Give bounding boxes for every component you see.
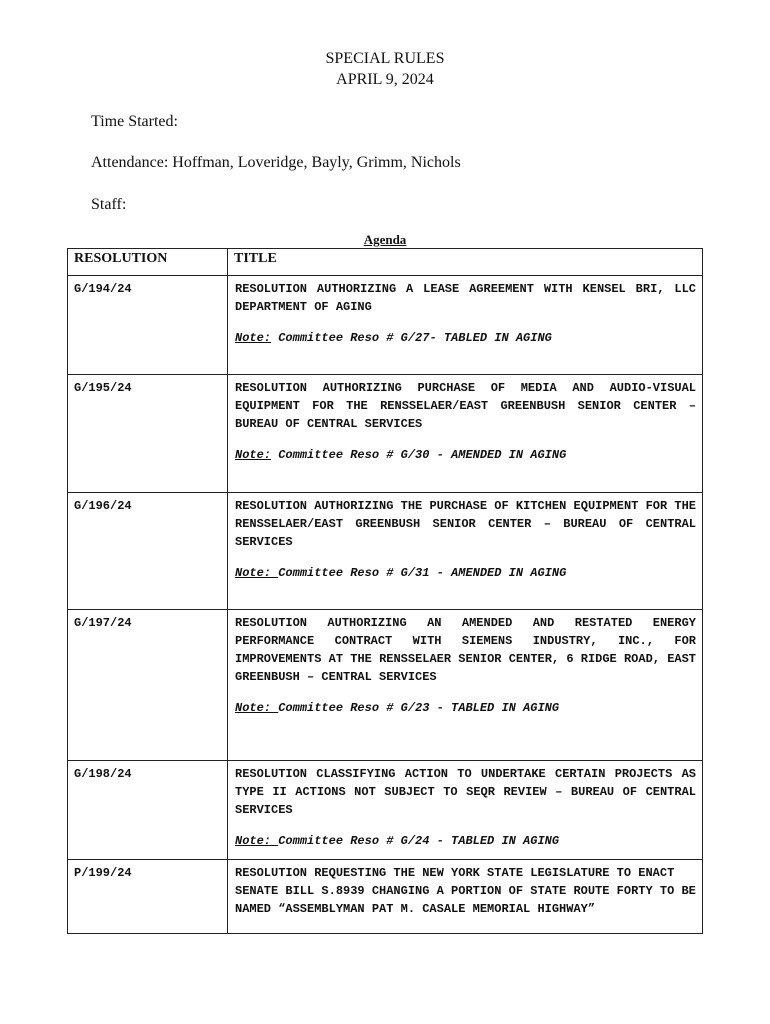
resolution-number: P/199/24 [68,860,228,934]
resolution-number: G/194/24 [68,276,228,375]
note-text: Committee Reso # G/30 - AMENDED IN AGING [271,448,567,462]
table-row [68,276,703,375]
doc-date: APRIL 9, 2024 [336,71,434,88]
resolution-title: RESOLUTION AUTHORIZING PURCHASE OF MEDIA AND AUDIO-VISUAL EQUIPMENT FOR THE RENSSELAER/EAST GREENBUSH SENIOR CENTER – BUREAU OF CENTRAL SERVICES [235,381,696,431]
attendance: Attendance: Hoffman, Loveridge, Bayly, Grimm, Nichols [91,154,461,171]
column-header-title: TITLE [228,249,703,276]
resolution-title-cell [228,276,703,375]
resolution-title: RESOLUTION AUTHORIZING AN AMENDED AND RESTATED ENERGY PERFORMANCE CONTRACT WITH SIEMENS INDUSTRY, INC., FOR IMPROVEMENTS AT THE RENSSELAER SENIOR CENTER, 6 RIDGE ROAD, EAST GREENBUSH – CENTRAL SERVICES [235,616,696,684]
staff: Staff: [91,196,127,213]
table-row [68,610,703,761]
agenda-heading: Agenda [363,232,407,247]
table-row [68,860,703,934]
committee-note [235,699,696,717]
note-label: Note: [235,566,279,580]
committee-note [235,832,696,850]
resolution-title-cell [228,493,703,610]
resolution-title-cell [228,375,703,493]
note-text: Committee Reso # G/31 - AMENDED IN AGING [278,566,567,580]
table-header-row [68,249,703,276]
table-row [68,761,703,860]
resolution-number: G/198/24 [68,761,228,860]
resolution-title: RESOLUTION AUTHORIZING A LEASE AGREEMENT WITH KENSEL BRI, LLC DEPARTMENT OF AGING [235,282,696,314]
note-text: Committee Reso # G/24 - TABLED IN AGING [278,834,560,848]
resolution-title-cell [228,610,703,761]
resolution-title-cell [228,761,703,860]
time-started: Time Started: [91,113,178,130]
note-text: Committee Reso # G/23 - TABLED IN AGING [278,701,560,715]
resolution-number: G/197/24 [68,610,228,761]
column-header-resolution: RESOLUTION [68,249,228,276]
resolution-title-cell [228,860,703,934]
resolution-title: RESOLUTION REQUESTING THE NEW YORK STATE LEGISLATURE TO ENACT SENATE BILL S.8939 CHANGING A PORTION OF STATE ROUTE FORTY TO BE NAMED “ASSEMBLYMAN PAT M. CASALE MEMORIAL HIGHWAY” [235,866,696,916]
committee-note [235,564,696,582]
table-row [68,375,703,493]
note-label: Note: [235,331,272,345]
note-text: Committee Reso # G/27- TABLED IN AGING [271,331,552,345]
committee-note [235,446,696,464]
agenda-table [67,248,703,934]
resolution-title: RESOLUTION AUTHORIZING THE PURCHASE OF KITCHEN EQUIPMENT FOR THE RENSSELAER/EAST GREENBUSH SENIOR CENTER – BUREAU OF CENTRAL SERVICES [235,499,696,549]
note-label: Note: [235,448,272,462]
resolution-number: G/196/24 [68,493,228,610]
note-label: Note: [235,701,279,715]
resolution-title: RESOLUTION CLASSIFYING ACTION TO UNDERTAKE CERTAIN PROJECTS AS TYPE II ACTIONS NOT SUBJECT TO SEQR REVIEW – BUREAU OF CENTRAL SERVICES [235,767,696,817]
committee-note [235,329,696,347]
resolution-number: G/195/24 [68,375,228,493]
note-label: Note: [235,834,279,848]
table-row [68,493,703,610]
doc-title: SPECIAL RULES [325,50,445,67]
